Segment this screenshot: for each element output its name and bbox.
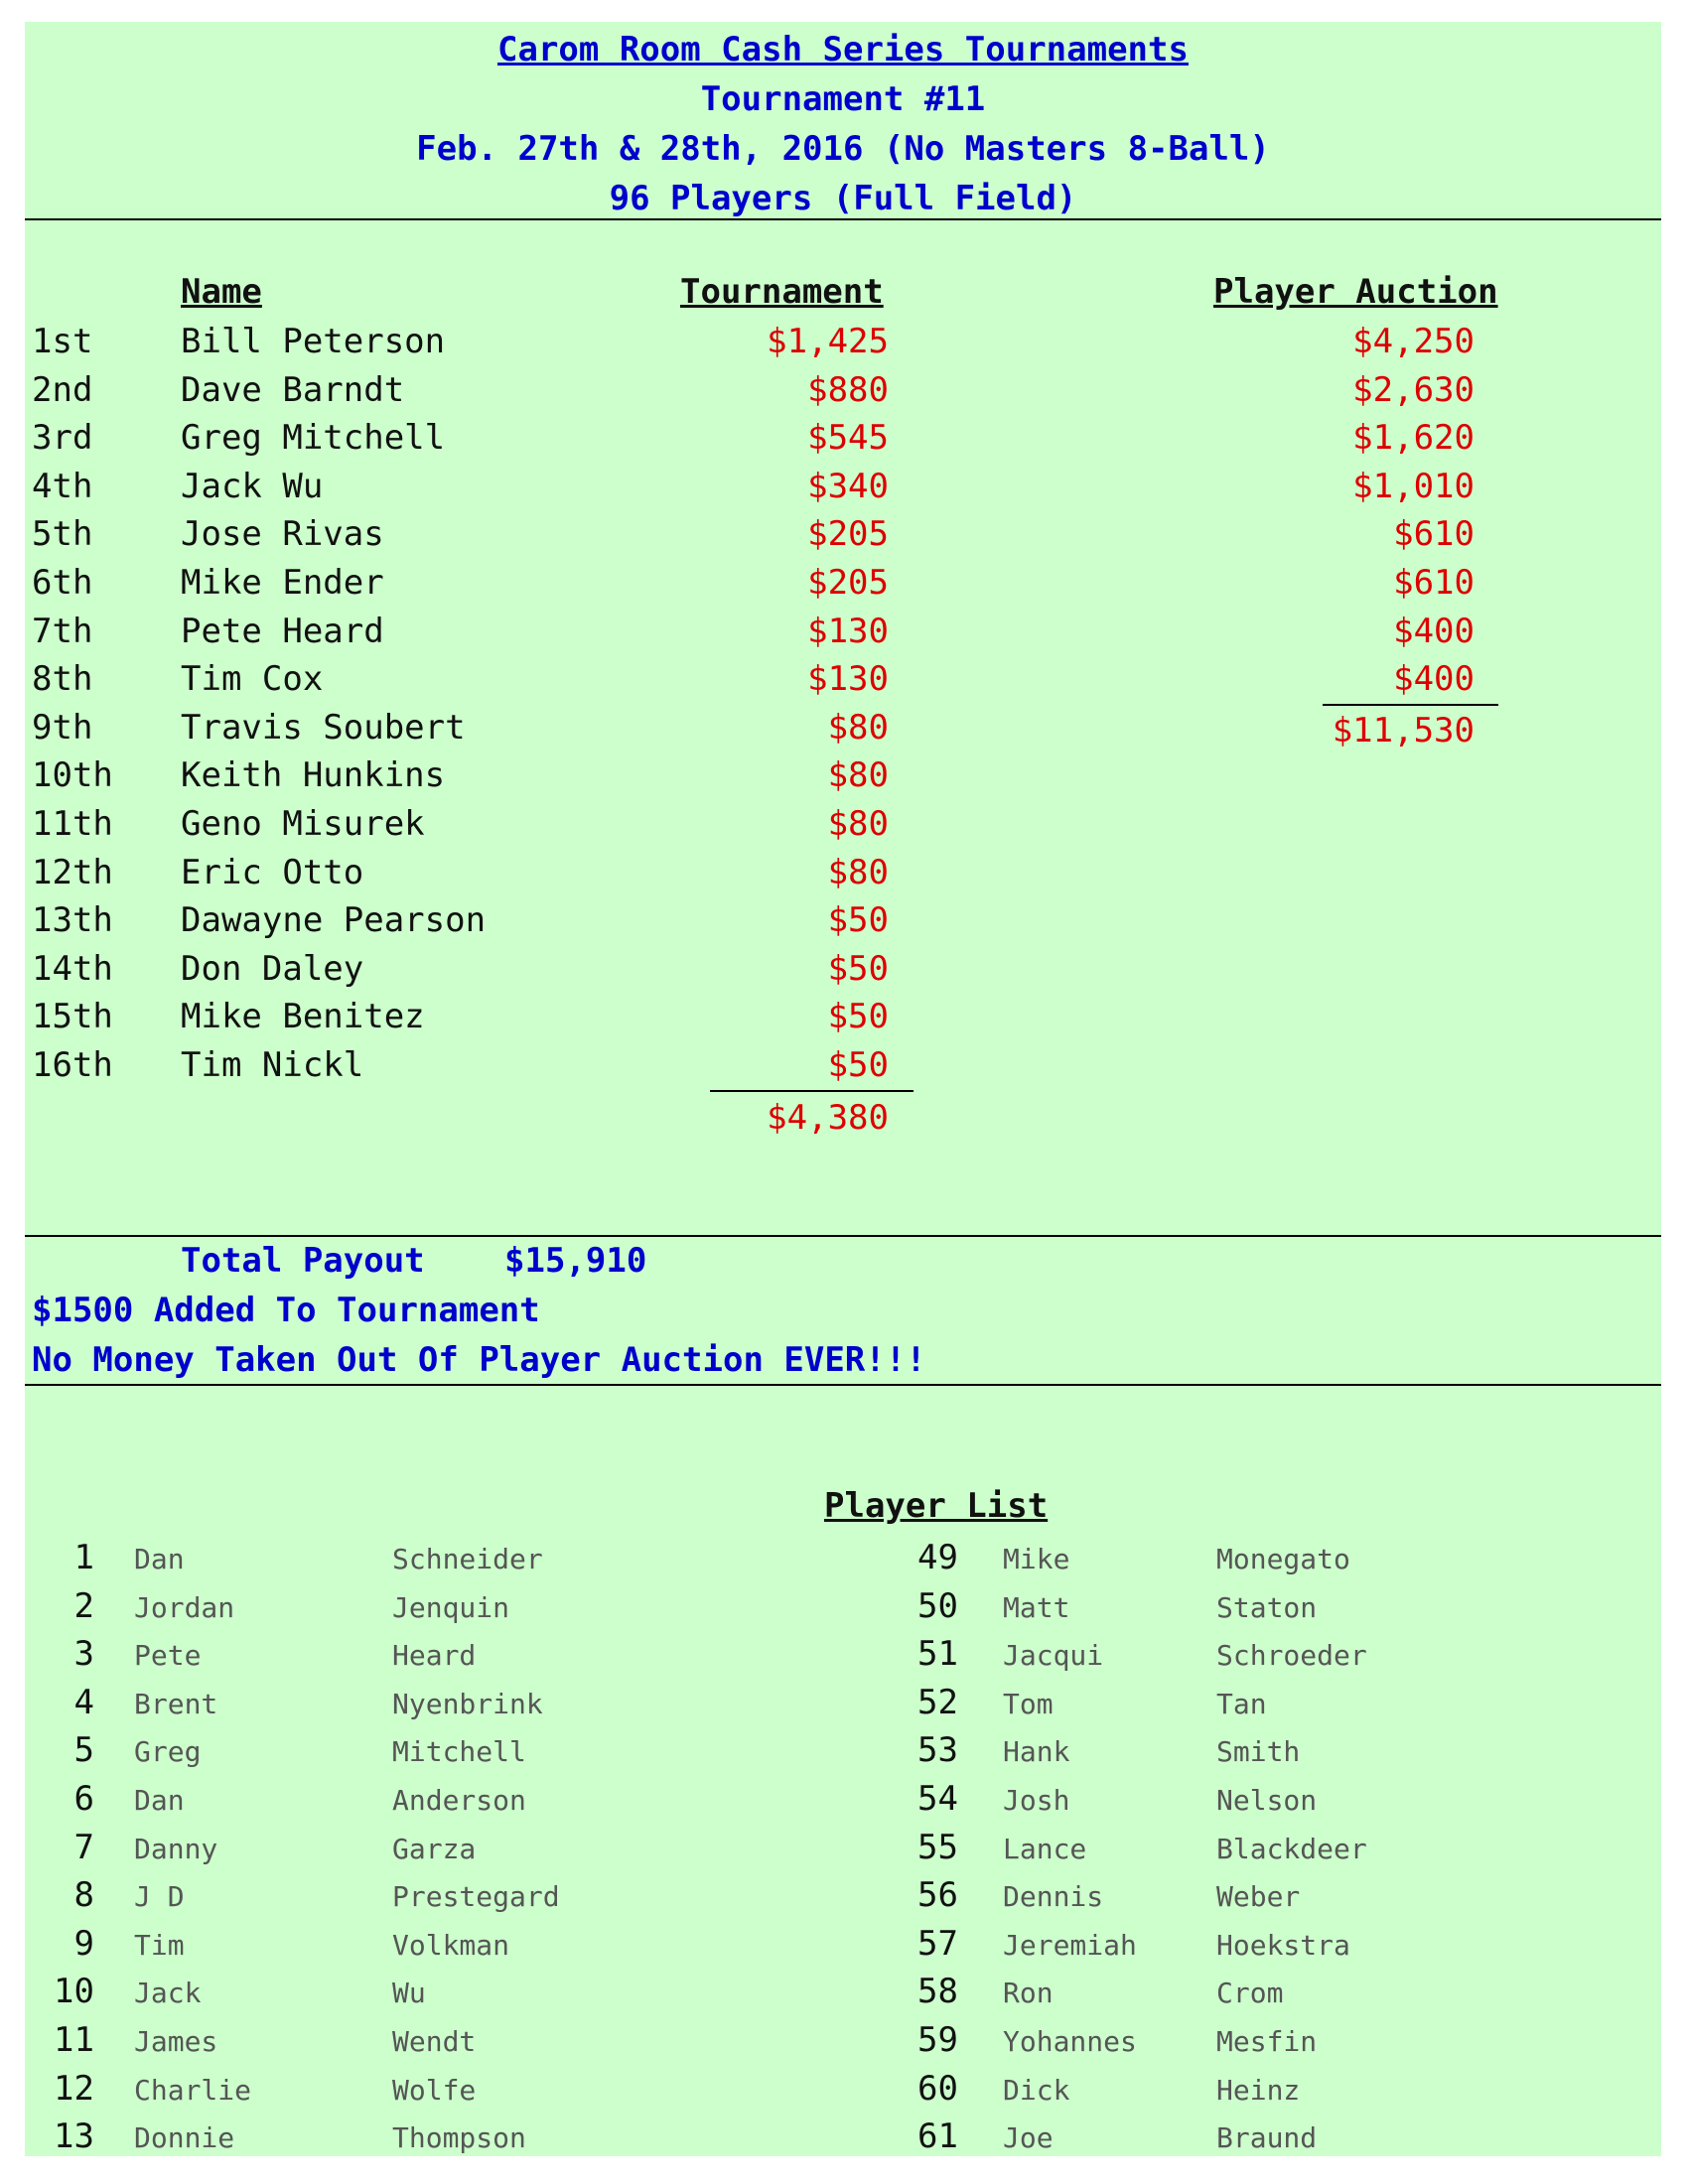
- player-name: Keith Hunkins: [181, 755, 446, 796]
- player-count: 96 Players (Full Field): [609, 179, 1077, 218]
- player-name: Pete Heard: [181, 611, 384, 651]
- results-sheet: [25, 22, 1661, 2156]
- column-auction-header: Player Auction: [1213, 272, 1498, 312]
- player-number: 49: [917, 1538, 958, 1577]
- player-name: Geno Misurek: [181, 804, 425, 844]
- tournament-payout: $80: [827, 707, 889, 748]
- player-first-name: Jeremiah: [1003, 1928, 1137, 1962]
- player-number: 3: [73, 1634, 94, 1675]
- player-number: 5: [73, 1730, 94, 1771]
- player-last-name: Jenquin: [392, 1590, 510, 1624]
- column-name-header: Name: [181, 272, 262, 312]
- player-number: 7: [73, 1827, 94, 1867]
- player-number: 59: [917, 2020, 958, 2060]
- player-first-name: Ron: [1003, 1977, 1054, 2010]
- total-payout-label: Total Payout: [181, 1241, 425, 1281]
- series-title: Carom Room Cash Series Tournaments: [497, 30, 1189, 69]
- tournament-dates: Feb. 27th & 28th, 2016 (No Masters 8-Ball): [416, 129, 1270, 169]
- player-name: Don Daley: [181, 948, 364, 989]
- player-last-name: Anderson: [392, 1784, 526, 1817]
- place-label: 5th: [32, 514, 93, 555]
- player-name: Travis Soubert: [181, 707, 466, 748]
- player-name: Tim Cox: [181, 659, 324, 700]
- tournament-payout: $50: [827, 900, 889, 941]
- player-number: 10: [54, 1972, 94, 2012]
- player-first-name: Pete: [134, 1639, 202, 1673]
- place-label: 16th: [32, 1045, 113, 1085]
- player-number: 52: [917, 1682, 958, 1722]
- divider-bottom: [25, 1384, 1661, 1386]
- player-name: Mike Benitez: [181, 997, 425, 1037]
- player-last-name: Crom: [1216, 1977, 1284, 2010]
- player-number: 57: [917, 1923, 958, 1964]
- player-name: Tim Nickl: [181, 1045, 364, 1085]
- tournament-sum-line: [710, 1090, 914, 1092]
- player-name: Dawayne Pearson: [181, 900, 487, 941]
- player-number: 50: [917, 1585, 958, 1626]
- player-last-name: Mesfin: [1216, 2025, 1318, 2058]
- place-label: 12th: [32, 852, 113, 892]
- player-number: 53: [917, 1730, 958, 1771]
- divider-middle: [25, 1235, 1661, 1237]
- player-first-name: James: [134, 2025, 218, 2058]
- player-last-name: Thompson: [392, 2121, 526, 2155]
- player-first-name: Donnie: [134, 2121, 235, 2155]
- player-first-name: Charlie: [134, 2073, 252, 2107]
- place-label: 11th: [32, 804, 113, 844]
- player-last-name: Tan: [1216, 1687, 1267, 1720]
- player-first-name: Hank: [1003, 1735, 1070, 1769]
- place-label: 7th: [32, 611, 93, 651]
- player-last-name: Garza: [392, 1832, 477, 1865]
- auction-payout: $400: [1393, 659, 1475, 700]
- place-label: 13th: [32, 900, 113, 941]
- player-last-name: Mitchell: [392, 1735, 526, 1769]
- place-label: 3rd: [32, 418, 93, 459]
- place-label: 1st: [32, 322, 93, 361]
- auction-payout: $4,250: [1352, 322, 1475, 361]
- tournament-payout: $80: [827, 852, 889, 892]
- player-name: Jose Rivas: [181, 514, 384, 555]
- tournament-payout: $50: [827, 1045, 889, 1085]
- player-first-name: Mike: [1003, 1543, 1070, 1575]
- place-label: 2nd: [32, 369, 93, 410]
- player-last-name: Nyenbrink: [392, 1687, 543, 1720]
- tournament-payout: $880: [807, 369, 889, 410]
- player-last-name: Braund: [1216, 2121, 1318, 2155]
- player-name: Greg Mitchell: [181, 418, 446, 459]
- auction-payout: $2,630: [1352, 369, 1475, 410]
- tournament-payout: $130: [807, 611, 889, 651]
- tournament-payout: $545: [807, 418, 889, 459]
- player-last-name: Hoekstra: [1216, 1928, 1350, 1962]
- player-last-name: Schroeder: [1216, 1639, 1367, 1673]
- player-last-name: Volkman: [392, 1928, 510, 1962]
- player-name: Bill Peterson: [181, 322, 446, 361]
- place-label: 9th: [32, 707, 93, 748]
- tournament-payout: $50: [827, 997, 889, 1037]
- player-number: 13: [54, 2116, 94, 2156]
- player-number: 6: [73, 1779, 94, 1819]
- tournament-payout: $130: [807, 659, 889, 700]
- tournament-total: $4,380: [767, 1098, 889, 1138]
- added-money-note: $1500 Added To Tournament: [32, 1291, 540, 1330]
- player-number: 11: [54, 2020, 94, 2060]
- auction-total: $11,530: [1332, 711, 1475, 751]
- player-first-name: Dan: [134, 1784, 185, 1817]
- player-last-name: Wendt: [392, 2025, 477, 2058]
- place-label: 10th: [32, 755, 113, 796]
- player-name: Jack Wu: [181, 466, 324, 506]
- player-first-name: Lance: [1003, 1832, 1087, 1865]
- player-number: 9: [73, 1923, 94, 1964]
- tournament-payout: $80: [827, 755, 889, 796]
- tournament-payout: $80: [827, 804, 889, 844]
- player-number: 51: [917, 1634, 958, 1675]
- auction-payout: $610: [1393, 563, 1475, 603]
- player-first-name: Danny: [134, 1832, 218, 1865]
- player-number: 4: [73, 1682, 94, 1722]
- player-last-name: Heinz: [1216, 2073, 1301, 2107]
- auction-sum-line: [1323, 704, 1498, 706]
- place-label: 6th: [32, 563, 93, 603]
- player-number: 58: [917, 1972, 958, 2012]
- player-number: 54: [917, 1779, 958, 1819]
- player-last-name: Heard: [392, 1639, 477, 1673]
- player-number: 2: [73, 1585, 94, 1626]
- player-last-name: Staton: [1216, 1590, 1318, 1624]
- player-first-name: Tim: [134, 1928, 185, 1962]
- player-first-name: Dennis: [1003, 1880, 1104, 1914]
- player-number: 8: [73, 1875, 94, 1916]
- player-number: 12: [54, 2068, 94, 2109]
- player-last-name: Prestegard: [392, 1880, 560, 1914]
- place-label: 4th: [32, 466, 93, 506]
- player-last-name: Blackdeer: [1216, 1832, 1367, 1865]
- player-last-name: Wu: [392, 1977, 426, 2010]
- total-payout-value: $15,910: [504, 1241, 647, 1281]
- auction-payout: $1,620: [1352, 418, 1475, 459]
- tournament-number: Tournament #11: [700, 79, 986, 119]
- player-last-name: Monegato: [1216, 1543, 1350, 1575]
- divider-top: [25, 218, 1661, 220]
- player-last-name: Wolfe: [392, 2073, 477, 2107]
- player-last-name: Schneider: [392, 1543, 543, 1575]
- player-first-name: Joe: [1003, 2121, 1054, 2155]
- player-last-name: Smith: [1216, 1735, 1301, 1769]
- place-label: 15th: [32, 997, 113, 1037]
- tournament-payout: $340: [807, 466, 889, 506]
- player-first-name: Josh: [1003, 1784, 1070, 1817]
- player-first-name: Greg: [134, 1735, 202, 1769]
- player-first-name: Jordan: [134, 1590, 235, 1624]
- auction-payout: $610: [1393, 514, 1475, 555]
- player-name: Dave Barndt: [181, 369, 405, 410]
- player-first-name: Jacqui: [1003, 1639, 1104, 1673]
- player-first-name: Jack: [134, 1977, 202, 2010]
- player-number: 56: [917, 1875, 958, 1916]
- place-label: 8th: [32, 659, 93, 700]
- player-first-name: J D: [134, 1880, 185, 1914]
- tournament-payout: $205: [807, 514, 889, 555]
- player-name: Eric Otto: [181, 852, 364, 892]
- player-number: 1: [73, 1538, 94, 1577]
- player-first-name: Dan: [134, 1543, 185, 1575]
- column-tournament-header: Tournament: [680, 272, 884, 312]
- tournament-payout: $205: [807, 563, 889, 603]
- player-number: 61: [917, 2116, 958, 2156]
- auction-note: No Money Taken Out Of Player Auction EVER!!!: [32, 1340, 926, 1380]
- tournament-payout: $50: [827, 948, 889, 989]
- player-last-name: Nelson: [1216, 1784, 1318, 1817]
- player-name: Mike Ender: [181, 563, 384, 603]
- place-label: 14th: [32, 948, 113, 989]
- player-last-name: Weber: [1216, 1880, 1301, 1914]
- tournament-payout: $1,425: [767, 322, 889, 361]
- player-first-name: Brent: [134, 1687, 218, 1720]
- player-list-title: Player List: [824, 1486, 1049, 1526]
- player-first-name: Dick: [1003, 2073, 1070, 2107]
- player-first-name: Matt: [1003, 1590, 1070, 1624]
- player-number: 60: [917, 2068, 958, 2109]
- player-number: 55: [917, 1827, 958, 1867]
- player-first-name: Tom: [1003, 1687, 1054, 1720]
- auction-payout: $1,010: [1352, 466, 1475, 506]
- auction-payout: $400: [1393, 611, 1475, 651]
- player-first-name: Yohannes: [1003, 2025, 1137, 2058]
